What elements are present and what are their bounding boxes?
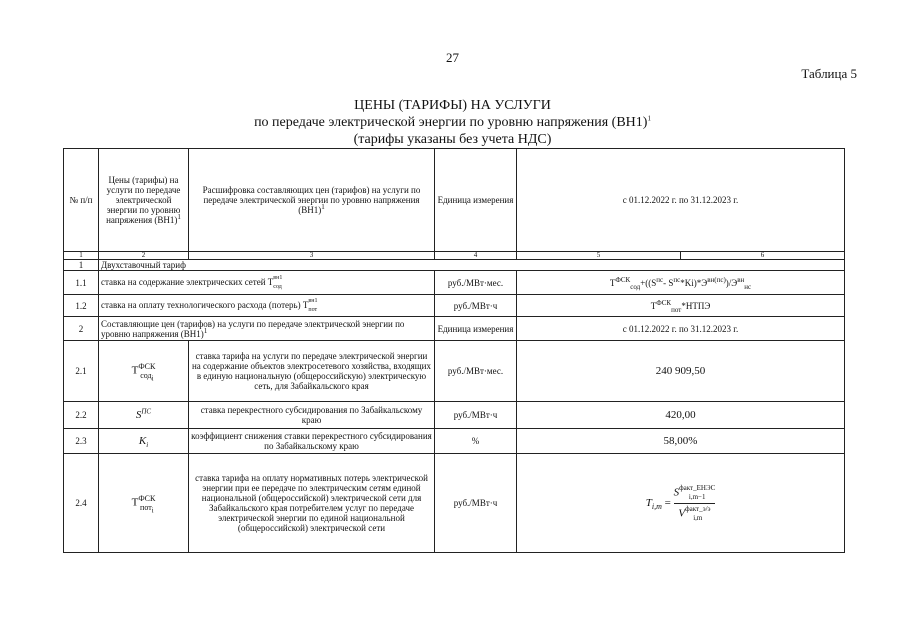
row-unit: руб./МВт·мес.	[435, 341, 517, 402]
row-unit: Единица измерения	[435, 317, 517, 341]
col-number: 2	[99, 252, 189, 260]
table-row	[64, 317, 845, 341]
row-value: 420,00	[517, 402, 845, 429]
formula-fraction: S факт_ЕНЭС i,m−1 V факт_э/э i,m	[673, 483, 716, 522]
tariff-symbol: T ФСК пот$_i$	[99, 454, 189, 553]
title-line-3: (тарифы указаны без учета НДС)	[353, 132, 552, 147]
table-row	[64, 271, 845, 295]
row-unit: %	[435, 429, 517, 454]
tariff-symbol: T ФСК сод$_i$	[99, 341, 189, 402]
document-title	[0, 97, 905, 148]
tariff-table	[63, 148, 845, 553]
row-num: 2.1	[64, 341, 99, 402]
column-numbers-row	[64, 252, 845, 260]
row-text: Составляющие цен (тарифов) на услуги по передаче электрической энергии по уровню напряжения $(ВН1)^1$	[99, 317, 435, 341]
col-number: 5	[517, 252, 681, 260]
header-prices: Цены (тарифы) на услуги по передаче электрической энергии по уровню напряжения $(ВН1)^1$	[99, 149, 189, 252]
header-unit: Единица измерения	[435, 149, 517, 252]
table-row	[64, 341, 845, 402]
row-unit: руб./МВт·ч	[435, 402, 517, 429]
row-formula: $Т^{ФСК}_{пот}*НТПЭ$	[517, 295, 845, 317]
header-period: с 01.12.2022 г. по 31.12.2023 г.	[517, 149, 845, 252]
row-num: 1.2	[64, 295, 99, 317]
tariff-symbol: $S^{ПС}$	[99, 402, 189, 429]
row-text: ставка на оплату технологического расхода (потерь) T вн1 пот	[99, 295, 435, 317]
col-number: 4	[435, 252, 517, 260]
header-decoding: Расшифровка составляющих цен (тарифов) на услуги по передаче электрической энергии по уровню напряжения $(ВН1)^1$	[189, 149, 435, 252]
row-num: 1.1	[64, 271, 99, 295]
header-num: № п/п	[64, 149, 99, 252]
table-row	[64, 295, 845, 317]
col-number: 3	[189, 252, 435, 260]
row-value: 58,00%	[517, 429, 845, 454]
title-line-2: по передаче электрической энергии по уровню напряжения $(ВН1)^1$	[254, 114, 651, 130]
row-num: 2	[64, 317, 99, 341]
col-number: 1	[64, 252, 99, 260]
title-line-1: ЦЕНЫ (ТАРИФЫ) НА УСЛУГИ	[354, 98, 551, 113]
row-desc: ставка перекрестного субсидирования по Забайкальскому краю	[189, 402, 435, 429]
row-num: 1	[64, 260, 99, 271]
col-number: 6	[681, 252, 845, 260]
row-period: с 01.12.2022 г. по 31.12.2023 г.	[517, 317, 845, 341]
table-row	[64, 402, 845, 429]
tariff-symbol: $K_i$	[99, 429, 189, 454]
tariff-symbol: T вн1 пот	[302, 297, 318, 313]
row-num: 2.4	[64, 454, 99, 553]
table-row	[64, 260, 845, 271]
row-formula: $T_{i,m}$ = S факт_ЕНЭС i,m−1 V факт_э/э i,m	[517, 454, 845, 553]
row-unit: руб./МВт·мес.	[435, 271, 517, 295]
row-unit: руб./МВт·ч	[435, 454, 517, 553]
row-value: 240 909,50	[517, 341, 845, 402]
row-unit: руб./МВт·ч	[435, 295, 517, 317]
row-desc: ставка тарифа на оплату нормативных потерь электрической энергии при ее передаче по электрическим сетям единой национальной (общероссийской) электрической сети для Забайкальского края потребителем услуг по передаче электрической энергии по единой национальной (общероссийской) электрической сети	[189, 454, 435, 553]
tariff-symbol: T вн1 сод	[267, 274, 283, 290]
row-num: 2.2	[64, 402, 99, 429]
row-formula: $Т^{ФСК}_{сод}+((S^{пс}-$ $S^{пс}*Ki)*Э^{вн(пс)})/Э^{вн}_{нс}$	[517, 271, 845, 295]
row-label: Двухставочный тариф	[99, 260, 845, 271]
row-desc: коэффициент снижения ставки перекрестного субсидирования по Забайкальскому краю	[189, 429, 435, 454]
table-label: Таблица 5	[801, 66, 857, 81]
table-row	[64, 429, 845, 454]
page-number: 27	[446, 50, 459, 65]
row-desc: ставка тарифа на услуги по передаче электрической энергии на содержание объектов электросетевого хозяйства, входящих в единую национальную (общероссийскую) электрическую сеть, для Забайкальского края	[189, 341, 435, 402]
row-text: ставка на содержание электрических сетей T вн1 сод	[99, 271, 435, 295]
table-row	[64, 454, 845, 553]
header-row	[64, 149, 845, 252]
row-num: 2.3	[64, 429, 99, 454]
